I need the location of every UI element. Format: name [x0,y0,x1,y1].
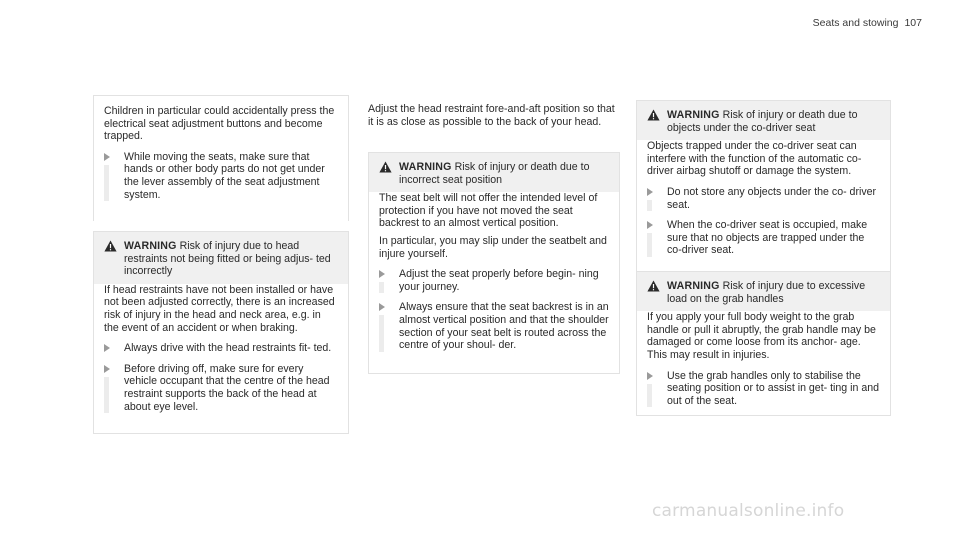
arrow-icon [647,188,653,196]
watermark-text[interactable]: carmanualsonline.info [652,501,845,521]
step-bar [647,384,652,408]
section-title: Seats and stowing [812,17,899,29]
warning-label: WARNING [399,161,452,173]
warning-body: If you apply your full body weight to the grab handle or pull it abruptly, the grab handle may be damaged or come loose from its anchor- age. This may result in injuries. [647,311,876,361]
warning-title: Risk of injury or death due to objects under the co-driver seat [667,109,858,134]
warning-body: In particular, you may slip under the seatbelt and injure yourself. [379,234,607,260]
arrow-icon [104,365,110,373]
intro-text: Children in particular could accidentally press the electrical seat adjustment buttons and become trapped. [104,105,335,143]
step-bar [379,282,384,293]
warning-triangle-icon [379,161,392,173]
warning-box-seat-position [368,152,620,374]
step-item [379,301,609,351]
warning-header [94,232,348,284]
warning-box-grab-handles [636,271,891,416]
warning-label: WARNING [667,280,720,292]
warning-header [369,153,619,192]
step-text: Before driving off, make sure for every vehicle occupant that the centre of the head restraint supports the back of the head at about eye level. [124,362,330,413]
warning-body: If head restraints have not been installed or have not been adjusted correctly, there is an increased risk of injury in the head and neck area, e.g. in the event of an accident or when braking. [104,283,335,334]
page-header [813,17,922,30]
step-item [104,363,338,413]
warning-triangle-icon [104,240,117,252]
warning-body: Objects trapped under the co-driver seat can interfere with the function of the automatic co-driver airbag shutoff or damage the system. [647,140,862,178]
step-text: Always ensure that the seat backrest is in an almost vertical position and that the shoulder section of your seat belt is routed across the centre of your shoul- der. [399,301,609,352]
arrow-icon [647,372,653,380]
step-text: Adjust the seat properly before begin- ning your journey. [399,268,599,293]
arrow-icon [104,344,110,352]
arrow-icon [379,270,385,278]
step-bar [379,315,384,351]
warning-label: WARNING [667,109,720,121]
warning-box-head-restraints [93,231,349,434]
step-bar [104,165,109,201]
arrow-icon [647,221,653,229]
step-item [379,268,609,293]
warning-body: The seat belt will not offer the intended level of protection if you have not moved the seat backrest to an almost vertical position. [379,192,598,230]
warning-header [637,101,890,140]
warning-header [637,272,890,311]
step-item [104,342,338,355]
warning-title: Risk of injury or death due to incorrect seat position [399,161,590,186]
arrow-icon [104,153,110,161]
step-item [104,151,338,201]
step-item [647,370,880,408]
warning-box-co-driver-seat [636,100,891,271]
warning-triangle-icon [647,280,660,292]
step-text: Always drive with the head restraints fit- ted. [124,342,332,355]
step-bar [647,233,652,257]
step-text: Do not store any objects under the co- driver seat. [667,185,877,211]
page-number: 107 [904,17,922,29]
warning-title: Risk of injury due to head restraints not being fitted or being adjus- ted incorrectly [124,240,331,278]
warning-title: Risk of injury due to excessive load on the grab handles [667,280,866,305]
step-item [647,219,880,257]
warning-label: WARNING [124,240,177,252]
intro-text: Adjust the head restraint fore-and-aft position so that it is as close as possible to the back of your head. [368,103,615,128]
warning-triangle-icon [647,109,660,121]
step-text: Use the grab handles only to stabilise the seating position or to assist in get- ting in and out of the seat. [667,369,879,407]
step-item [647,186,880,211]
step-bar [647,200,652,211]
intro-box-children [93,95,349,221]
step-bar [104,377,109,413]
step-text: When the co-driver seat is occupied, make sure that no objects are trapped under the co-driver seat. [667,219,868,257]
intro-head-restraint [368,103,620,133]
arrow-icon [379,303,385,311]
step-text: While moving the seats, make sure that hands or other body parts do not get under the lever assembly of the seat adjustment system. [124,150,325,201]
